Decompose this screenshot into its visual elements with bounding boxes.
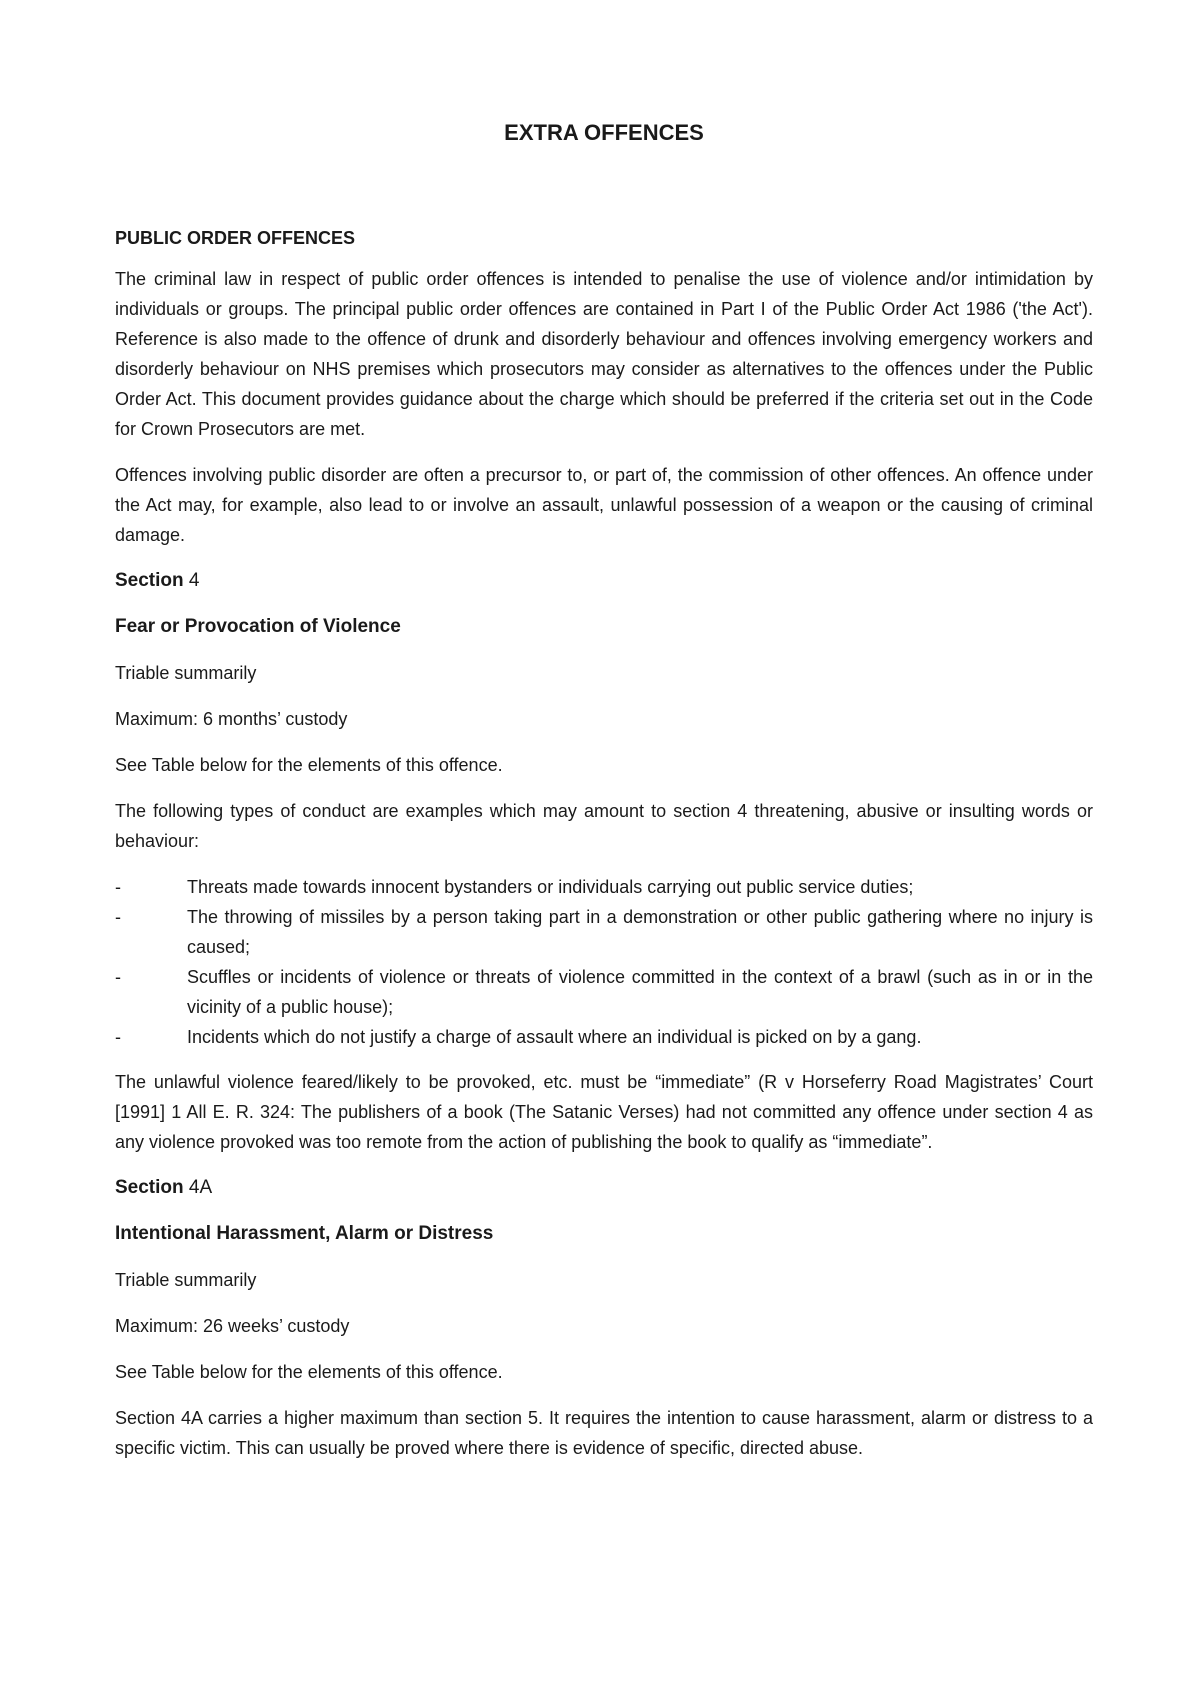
- section-4-triable: Triable summarily: [115, 663, 257, 683]
- section-4-conduct-intro: The following types of conduct are examples which may amount to section 4 threatening, abusive or insulting words or behaviour:: [115, 801, 1093, 851]
- list-item: [115, 902, 1093, 962]
- list-item: [115, 1022, 1093, 1052]
- section-4-title: Fear or Provocation of Violence: [115, 616, 401, 637]
- intro-paragraph-2: Offences involving public disorder are often a precursor to, or part of, the commission of other offences. An offence under the Act may, for example, also lead to or involve an assault, unlawful possession of a weapon or the causing of criminal damage.: [115, 465, 1093, 545]
- section-4a-see-table: See Table below for the elements of this offence.: [115, 1362, 503, 1382]
- section-4-conduct-list: [115, 872, 1093, 1052]
- list-item-text: Scuffles or incidents of violence or threats of violence committed in the context of a brawl (such as in or in the vicinity of a public house);: [187, 967, 1093, 1017]
- document-title: EXTRA OFFENCES: [504, 120, 704, 145]
- section-heading-public-order: PUBLIC ORDER OFFENCES: [115, 228, 356, 248]
- bullet-dash: -: [115, 967, 121, 987]
- document-body: [115, 223, 1093, 1479]
- section-4-maximum: Maximum: 6 months’ custody: [115, 709, 348, 729]
- section-4a-comparison-paragraph: Section 4A carries a higher maximum than section 5. It requires the intention to cause harassment, alarm or distress to a specific victim. This can usually be proved where there is evidence of specific, directed abuse.: [115, 1408, 1093, 1458]
- bullet-dash: -: [115, 907, 121, 927]
- section-4-label: Section: [115, 570, 184, 591]
- section-4a-heading: [115, 1173, 1093, 1203]
- section-4a-label: Section: [115, 1177, 184, 1198]
- bullet-dash: -: [115, 877, 121, 897]
- list-item-text: Threats made towards innocent bystanders or individuals carrying out public service duties;: [187, 877, 914, 897]
- section-4a-maximum: Maximum: 26 weeks’ custody: [115, 1316, 350, 1336]
- section-4a-number: 4A: [188, 1177, 213, 1198]
- section-4-see-table: See Table below for the elements of this offence.: [115, 755, 503, 775]
- list-item: [115, 962, 1093, 1022]
- intro-paragraph-1: The criminal law in respect of public order offences is intended to penalise the use of violence and/or intimidation by individuals or groups. The principal public order offences are contained in Part I of the Public Order Act 1986 ('the Act'). Reference is also made to the offence of drunk and disorderly behaviour and offences involving emergency workers and disorderly behaviour on NHS premises which prosecutors may consider as alternatives to the offences under the Public Order Act. This document provides guidance about the charge which should be preferred if the criteria set out in the Code for Crown Prosecutors are met.: [115, 269, 1093, 439]
- section-4-number: 4: [188, 570, 200, 591]
- section-4-heading: [115, 566, 1093, 596]
- section-4-immediate-paragraph: The unlawful violence feared/likely to be provoked, etc. must be “immediate” (R v Horseferry Road Magistrates’ Court [1991] 1 All E. R. 324: The publishers of a book (The Satanic Verses) had not committed any offence under section 4 as any violence provoked was too remote from the action of publishing the book to qualify as “immediate”.: [115, 1072, 1093, 1152]
- bullet-dash: -: [115, 1027, 121, 1047]
- list-item: [115, 872, 1093, 902]
- section-4a-title: Intentional Harassment, Alarm or Distress: [115, 1223, 494, 1244]
- list-item-text: Incidents which do not justify a charge of assault where an individual is picked on by a gang.: [187, 1027, 922, 1047]
- section-4a-triable: Triable summarily: [115, 1270, 257, 1290]
- list-item-text: The throwing of missiles by a person taking part in a demonstration or other public gathering where no injury is caused;: [187, 907, 1093, 957]
